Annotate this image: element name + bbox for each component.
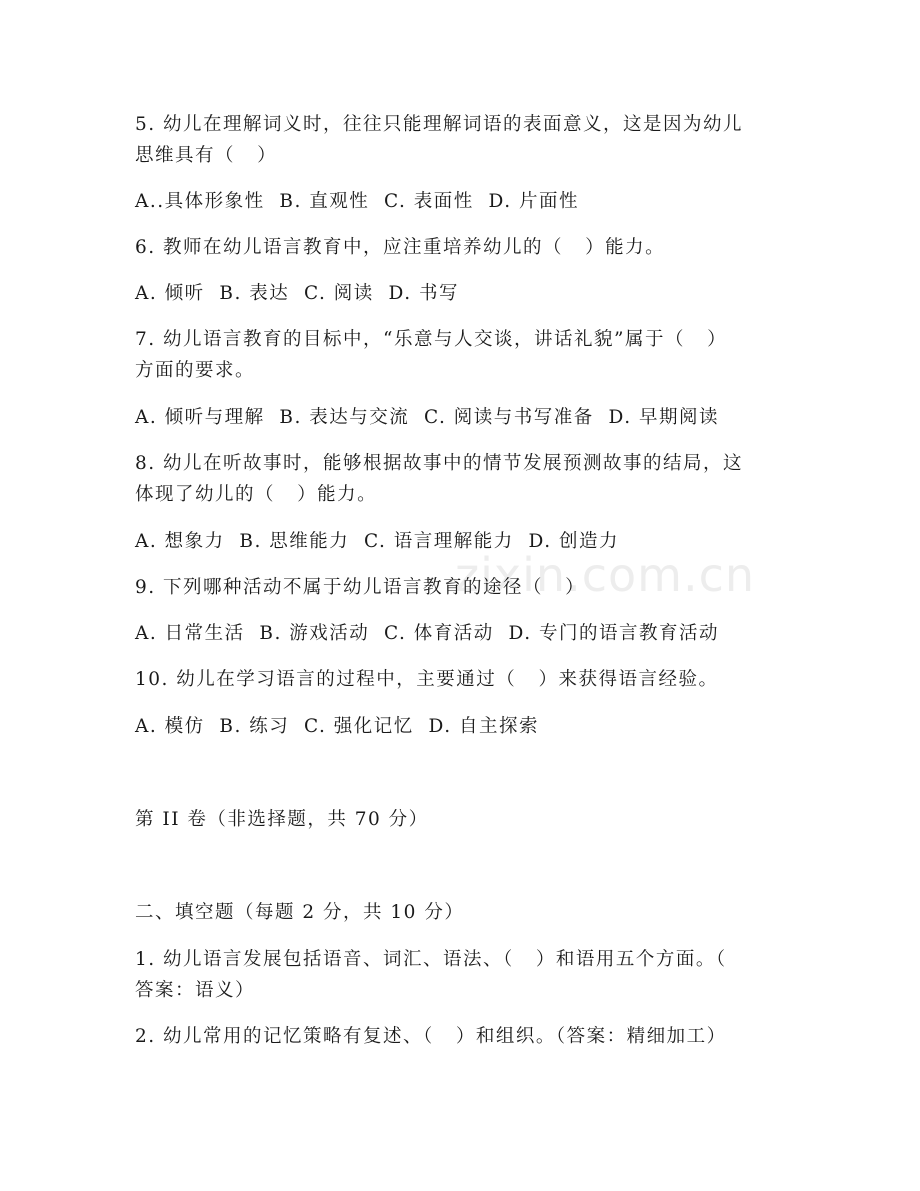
fill-blank-question-1-line-1: 1. 幼儿语言发展包括语音、词汇、语法、（ ）和语用五个方面。（ <box>135 949 727 970</box>
fill-blank-question-1-line-2: 答案：语义） <box>135 980 256 1001</box>
question-8-stem-line-1: 8. 幼儿在听故事时，能够根据故事中的情节发展预测故事的结局，这 <box>135 453 744 474</box>
fill-blank-heading: 二、填空题（每题 2 分，共 10 分） <box>135 902 465 923</box>
question-8-stem-line-2: 体现了幼儿的（ ）能力。 <box>135 484 378 505</box>
question-7-stem-line-1: 7. 幼儿语言教育的目标中，“乐意与人交谈，讲话礼貌”属于（ ） <box>135 329 728 350</box>
question-10-stem: 10. 幼儿在学习语言的过程中，主要通过（ ）来获得语言经验。 <box>135 669 719 690</box>
question-7-options: A. 倾听与理解 B. 表达与交流 C. 阅读与书写准备 D. 早期阅读 <box>135 407 719 428</box>
question-8-options: A. 想象力 B. 思维能力 C. 语言理解能力 D. 创造力 <box>135 531 619 552</box>
question-6-stem: 6. 教师在幼儿语言教育中，应注重培养幼儿的（ ）能力。 <box>135 237 666 258</box>
question-5-stem-line-1: 5. 幼儿在理解词义时，往往只能理解词语的表面意义，这是因为幼儿 <box>135 114 744 135</box>
watermark-text: zixin.com.cn <box>455 548 756 602</box>
question-9-stem: 9. 下列哪种活动不属于幼儿语言教育的途径（ ） <box>135 577 586 598</box>
question-5-stem-line-2: 思维具有（ ） <box>135 145 278 166</box>
fill-blank-question-2: 2. 幼儿常用的记忆策略有复述、（ ）和组织。（答案：精细加工） <box>135 1026 727 1047</box>
question-7-stem-line-2: 方面的要求。 <box>135 360 256 381</box>
question-10-options: A. 模仿 B. 练习 C. 强化记忆 D. 自主探索 <box>135 716 539 737</box>
question-6-options: A. 倾听 B. 表达 C. 阅读 D. 书写 <box>135 283 459 304</box>
question-5-options: A..具体形象性 B. 直观性 C. 表面性 D. 片面性 <box>135 191 579 212</box>
question-9-options: A. 日常生活 B. 游戏活动 C. 体育活动 D. 专门的语言教育活动 <box>135 623 719 644</box>
section-2-heading: 第 II 卷（非选择题，共 70 分） <box>135 809 429 830</box>
